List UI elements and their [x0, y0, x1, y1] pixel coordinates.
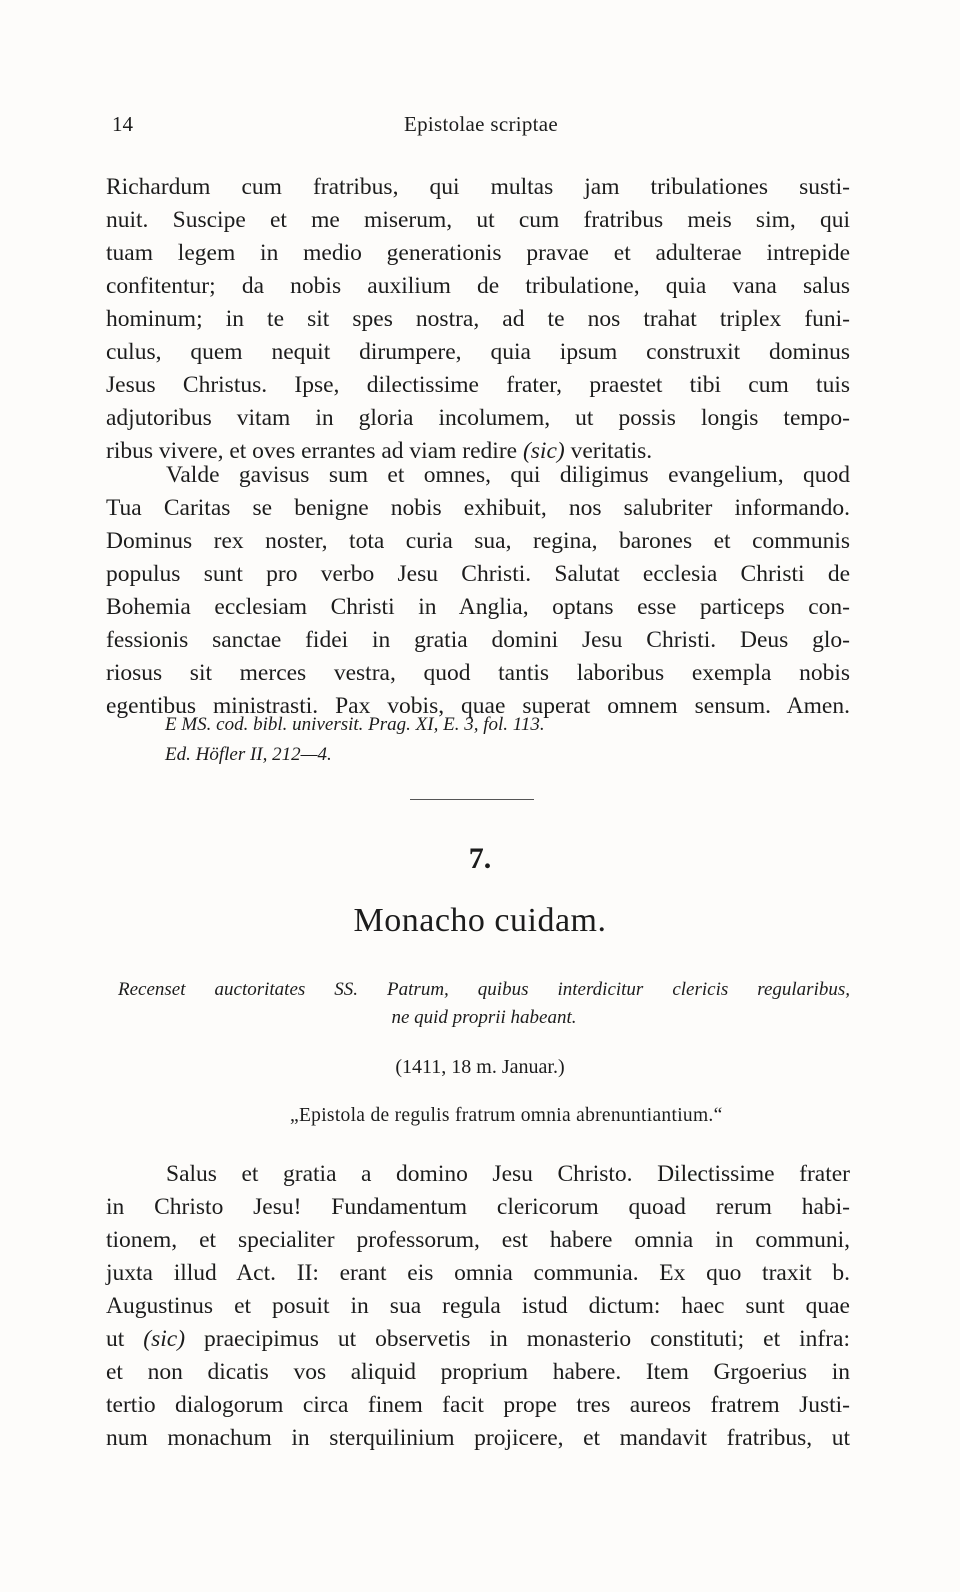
- letter-title: Monacho cuidam.: [353, 902, 607, 939]
- paragraph-1: [106, 171, 850, 468]
- text-line: et non dicatis vos aliquid proprium habere. Item Grgoerius in: [106, 1359, 850, 1385]
- letter-date: (1411, 18 m. Januar.): [395, 1056, 565, 1078]
- summary-line: Recenset auctoritates SS. Patrum, quibus interdicitur clericis regularibus,: [118, 979, 850, 1000]
- text-line: confitentur; da nobis auxilium de tribulatione, quia vana salus: [106, 273, 850, 299]
- text-line: nuit. Suscipe et me miserum, ut cum fratribus meis sim, qui: [106, 207, 850, 233]
- text-fragment: veritatis.: [564, 438, 653, 464]
- text-line: Valde gavisus sum et omnes, qui diligimus evangelium, quod: [166, 462, 850, 488]
- text-fragment: ribus vivere, et oves errantes ad viam redire: [106, 438, 523, 464]
- text-line: fessionis sanctae fidei in gratia domini Jesu Christi. Deus glo-: [106, 627, 850, 653]
- running-title: Epistolae scriptae: [403, 112, 559, 136]
- text-line: Jesus Christus. Ipse, dilectissime frater, praestet tibi cum tuis: [106, 372, 850, 398]
- text-line: Bohemia ecclesiam Christi in Anglia, optans esse particeps con-: [106, 594, 850, 620]
- text-line: Augustinus et posuit in sua regula istud dictum: haec sunt quae: [106, 1293, 850, 1319]
- text-line: Dominus rex noster, tota curia sua, regina, barones et communis: [106, 528, 850, 554]
- text-line: Richardum cum fratribus, qui multas jam tribulationes susti-: [106, 174, 850, 200]
- text-line: riosus sit merces vestra, quod tantis laboribus exempla nobis: [106, 660, 850, 686]
- source-line: Ed. Höfler II, 212—4.: [165, 744, 332, 765]
- text-line: populus sunt pro verbo Jesu Christi. Salutat ecclesia Christi de: [106, 561, 850, 587]
- letter-summary: [118, 976, 850, 1032]
- text-line: num monachum in sterquilinium projicere, et mandavit fratribus, ut: [106, 1425, 850, 1451]
- section-divider: [410, 799, 534, 800]
- source-citation: [165, 710, 545, 770]
- text-line: tionem, et specialiter professorum, est habere omnia in communi,: [106, 1227, 850, 1253]
- letter-incipit: „Epistola de regulis fratrum omnia abrenuntiantium.“: [290, 1105, 723, 1126]
- sic-note: (sic): [143, 1326, 186, 1352]
- text-line: adjutoribus vitam in gloria incolumem, ut possis longis tempo-: [106, 405, 850, 431]
- text-line: hominum; in te sit spes nostra, ad te nos trahat triplex funi-: [106, 306, 850, 332]
- text-line: Salus et gratia a domino Jesu Christo. Dilectissime frater: [166, 1161, 850, 1187]
- text-line: egentibus ministrasti. Pax vobis, quae superat omnem sensum. Amen.: [106, 693, 850, 719]
- text-fragment: praecipimus ut observetis in monasterio constituti; et infra:: [185, 1326, 850, 1352]
- text-line: juxta illud Act. II: erant eis omnia communia. Ex quo traxit b.: [106, 1260, 850, 1286]
- text-line: tuam legem in medio generationis pravae et adulterae intrepide: [106, 240, 850, 266]
- page-number: 14: [112, 112, 133, 136]
- paragraph-2: [106, 459, 850, 723]
- text-line: in Christo Jesu! Fundamentum clericorum quoad rerum habi-: [106, 1194, 850, 1220]
- page-header: [112, 112, 850, 148]
- summary-line: ne quid proprii habeant.: [391, 1007, 577, 1028]
- text-line: [106, 1323, 850, 1356]
- text-line: Tua Caritas se benigne nobis exhibuit, nos salubriter informando.: [106, 495, 850, 521]
- paragraph-3: [106, 1158, 850, 1455]
- sic-note: (sic): [522, 438, 565, 464]
- letter-number: 7.: [468, 842, 492, 875]
- text-fragment: ut: [106, 1326, 144, 1352]
- source-line: E MS. cod. bibl. universit. Prag. XI, E. 3, fol. 113.: [165, 714, 545, 735]
- text-line: tertio dialogorum circa finem facit prope tres aureos fratrem Justi-: [106, 1392, 850, 1418]
- text-line: culus, quem nequit dirumpere, quia ipsum construxit dominus: [106, 339, 850, 365]
